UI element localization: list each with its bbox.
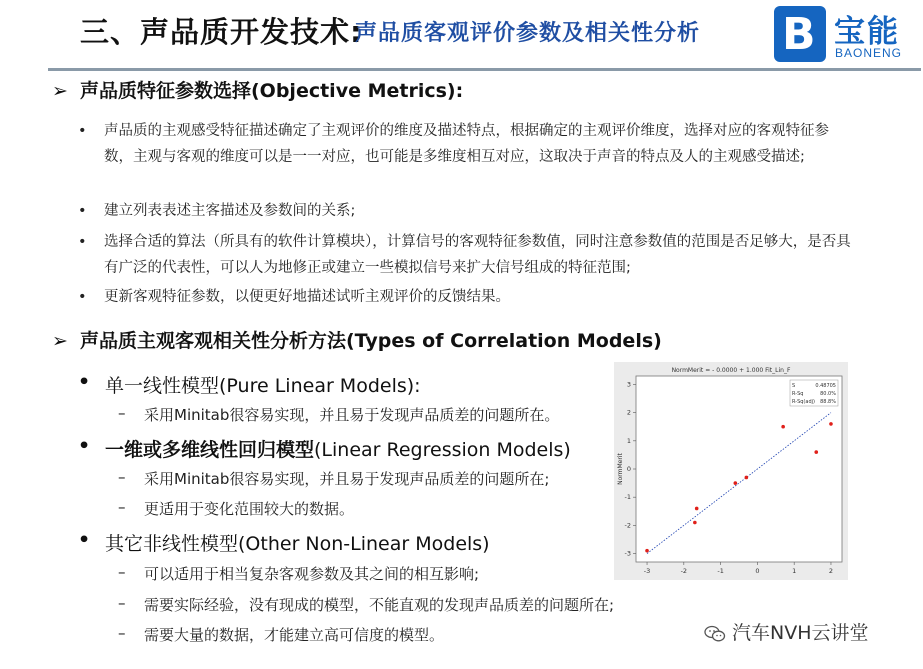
x-tick-label: -1	[717, 567, 724, 575]
header-divider	[48, 68, 921, 71]
slide-subtitle: 声品质客观评价参数及相关性分析	[355, 21, 701, 46]
stats-label: R-Sq(adj)	[792, 399, 815, 405]
data-point	[781, 425, 785, 429]
bullet-text: 更新客观特征参数，以便更好地描述试听主观评价的反馈结果。	[104, 289, 510, 305]
model-name-en: (Linear Regression Models)	[314, 439, 571, 461]
y-tick-label: -3	[624, 549, 631, 558]
section-correlation-models-title	[52, 326, 662, 353]
bullet-text: 选择合适的算法（所具有的软件计算模块），计算信号的客观特征参数值，同时注意参数值的范围是否足够大，是否具有广泛的代表性，可以人为地修正或建立一些模拟信号来扩大信号组成的特征范围;	[104, 234, 851, 276]
x-tick-label: 0	[755, 567, 760, 575]
data-point	[745, 476, 749, 480]
y-tick-label: -1	[624, 493, 631, 502]
x-tick-label: -2	[680, 567, 688, 575]
bullet-dot-icon: •	[78, 435, 91, 457]
y-tick-label: -2	[624, 521, 631, 530]
bullet-dot-icon: •	[78, 234, 87, 250]
arrow-bullet-icon: ➢	[52, 80, 68, 102]
data-point	[734, 481, 738, 485]
stats-label: R-Sq	[792, 391, 804, 397]
bullet-dot-icon: •	[78, 203, 87, 219]
model-point-text: 采用Minitab很容易实现，并且易于发现声品质差的问题所在;	[144, 470, 550, 488]
model-name-en: (Other Non-Linear Models)	[238, 533, 490, 555]
chart-title: NormMerit = - 0.0000 + 1.000 Fit_Lin_F	[671, 367, 791, 374]
bullet-dot-icon: •	[78, 123, 87, 139]
section-objective-metrics-title	[52, 76, 463, 103]
section-title-text: 声品质主观客观相关性分析方法(Types of Correlation Models)	[80, 330, 662, 352]
stats-label: S	[792, 383, 796, 389]
data-point	[645, 549, 649, 553]
arrow-bullet-icon: ➢	[52, 330, 68, 352]
slide-title: 三、声品质开发技术:	[80, 15, 363, 49]
x-tick-label: -3	[643, 567, 651, 575]
y-tick-label: 1	[626, 436, 631, 445]
y-tick-label: 3	[626, 380, 631, 389]
logo-chinese-name: 宝能	[834, 14, 900, 50]
data-point	[814, 450, 818, 454]
bullet-text: 建立列表表述主客描述及参数间的关系;	[104, 203, 356, 219]
y-axis-label: NormMerit	[617, 453, 624, 485]
model-point-text: 更适用于变化范围较大的数据。	[144, 500, 355, 518]
wechat-watermark	[704, 618, 869, 645]
model-name-cn: 单一线性模型	[105, 375, 220, 397]
x-tick-label: 2	[828, 567, 834, 575]
model-name-cn: 一维或多维线性回归模型	[105, 439, 315, 461]
wechat-icon	[704, 625, 726, 643]
logo-letter: B	[782, 9, 816, 60]
data-point	[693, 521, 697, 525]
model-name-en: (Pure Linear Models):	[219, 375, 421, 397]
stats-value: 0.48705	[815, 383, 836, 389]
bullet-dot-icon: •	[78, 529, 91, 551]
stats-value: 88.8%	[820, 399, 836, 405]
model-point-text: 可以适用于相当复杂客观参数及其之间的相互影响;	[144, 565, 480, 583]
data-point	[695, 507, 699, 511]
y-tick-label: 0	[626, 465, 631, 473]
slide-header	[0, 0, 923, 68]
bullet-dot-icon: •	[78, 371, 91, 393]
section-title-text: 声品质特征参数选择(Objective Metrics):	[80, 80, 464, 102]
model-point-text: 需要实际经验，没有现成的模型，不能直观的发现声品质差的问题所在;	[144, 596, 615, 614]
data-point	[829, 422, 833, 426]
model-point-text: 需要大量的数据，才能建立高可信度的模型。	[144, 626, 445, 644]
logo-english-name: BAONENG	[835, 46, 903, 60]
logo-mark	[774, 6, 826, 62]
baoneng-logo	[774, 6, 916, 64]
watermark-text: 汽车NVH云讲堂	[732, 622, 869, 644]
y-tick-label: 2	[626, 408, 631, 417]
scatter-chart-svg	[614, 362, 848, 580]
x-tick-label: 1	[792, 567, 797, 575]
model-name-cn: 其它非线性模型	[105, 533, 239, 555]
bullet-dot-icon: •	[78, 289, 87, 305]
regression-scatter-plot	[614, 362, 848, 580]
bullet-text: 声品质的主观感受特征描述确定了主观评价的维度及描述特点，根据确定的主观评价维度，选择对应的客观特征参数，主观与客观的维度可以是一一对应，也可能是多维度相互对应，这取决于声音的特点及人的主观感受描述;	[104, 123, 829, 165]
model-point-text: 采用Minitab很容易实现，并且易于发现声品质差的问题所在。	[144, 406, 560, 424]
stats-value: 80.0%	[820, 391, 836, 397]
